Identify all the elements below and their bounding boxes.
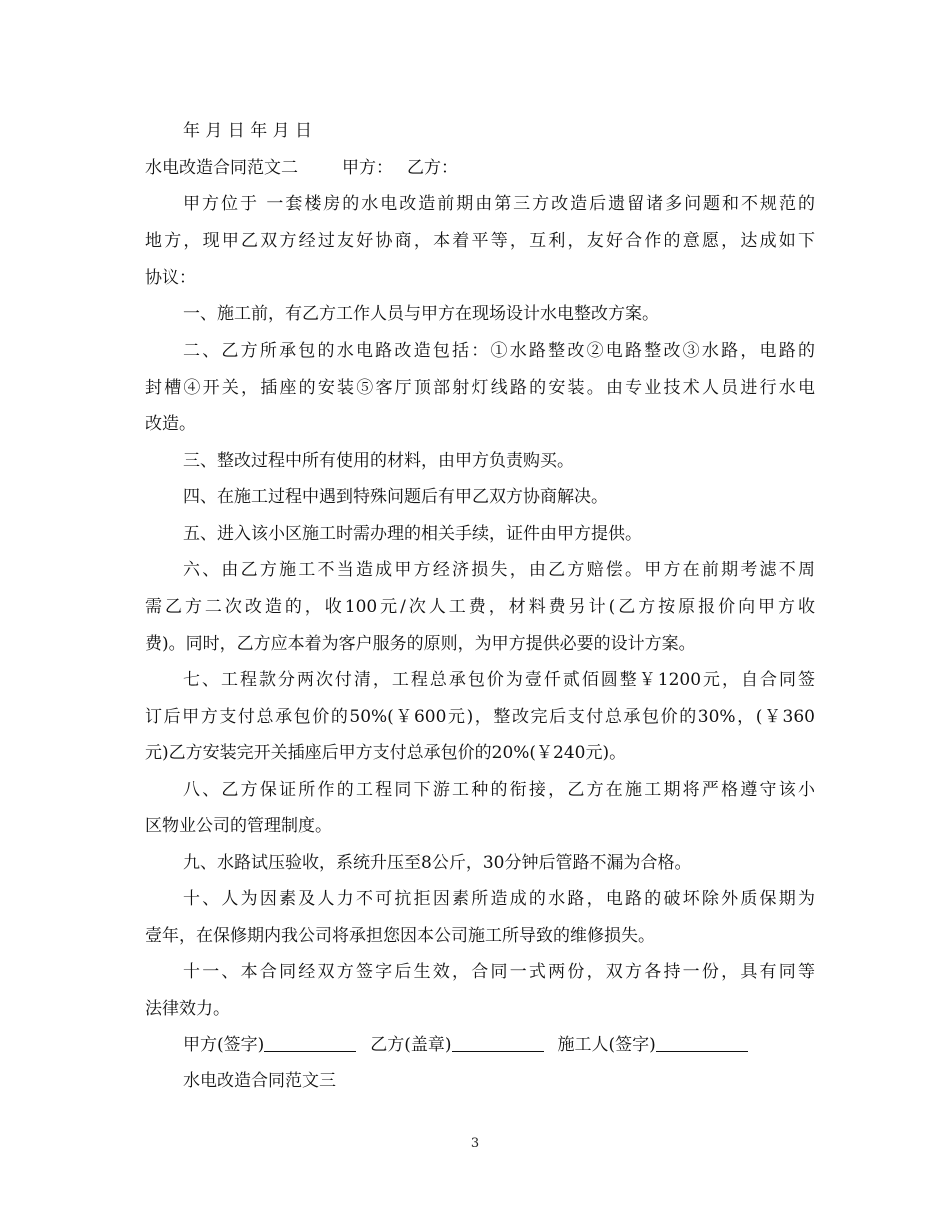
clause-5: 五、进入该小区施工时需办理的相关手续，证件由甲方提供。 xyxy=(183,524,642,544)
party-b-heading: 乙方： xyxy=(407,158,458,178)
builder-signature-label: 施工人(签字) xyxy=(557,1035,656,1055)
signature-line xyxy=(183,1033,815,1057)
clause-3: 三、整改过程中所有使用的材料，由甲方负责购买。 xyxy=(183,451,574,471)
next-section-heading: 水电改造合同范文三 xyxy=(183,1071,336,1091)
clause-9: 九、水路试压验收，系统升压至8公斤，30分钟后管路不漏为合格。 xyxy=(183,853,692,873)
intro-line: 协议： xyxy=(145,268,196,288)
clause-line: 费)。同时，乙方应本着为客户服务的原则，为甲方提供必要的设计方案。 xyxy=(145,634,696,654)
clause-line: 改造。 xyxy=(145,414,196,434)
party-a-signature-label: 甲方(签字) xyxy=(183,1035,265,1055)
clause-line: 十一、本合同经双方签字后生效，合同一式两份，双方各持一份，具有同等 xyxy=(183,962,815,982)
intro-line: 甲方位于 一套楼房的水电改造前期由第三方改造后遗留诸多问题和不规范的 xyxy=(183,194,815,214)
clause-line: 八、乙方保证所作的工程同下游工种的衔接，乙方在施工期将严格遵守该小 xyxy=(183,780,815,800)
date-line: 年 月 日 年 月 日 xyxy=(183,121,313,141)
builder-signature-blank[interactable] xyxy=(656,1035,748,1052)
clause-line: 需乙方二次改造的，收100元/次人工费，材料费另计(乙方按原报价向甲方收 xyxy=(145,597,815,617)
party-b-seal-label: 乙方(盖章) xyxy=(370,1035,452,1055)
party-a-heading: 甲方： xyxy=(342,158,393,178)
clause-line: 区物业公司的管理制度。 xyxy=(145,816,332,836)
party-a-signature-blank[interactable] xyxy=(264,1035,356,1052)
intro-line: 地方，现甲乙双方经过友好协商，本着平等，互利，友好合作的意愿，达成如下 xyxy=(145,231,815,251)
contract-heading xyxy=(145,156,815,180)
clause-line: 七、工程款分两次付清，工程总承包价为壹仟贰佰圆整￥1200元，自合同签 xyxy=(183,670,815,690)
clause-line: 壹年，在保修期内我公司将承担您因本公司施工所导致的维修损失。 xyxy=(145,926,655,946)
clause-line: 六、由乙方施工不当造成甲方经济损失，由乙方赔偿。甲方在前期考滤不周 xyxy=(183,560,815,580)
page-number: 3 xyxy=(470,1136,480,1151)
party-b-seal-blank[interactable] xyxy=(452,1035,544,1052)
clause-1: 一、施工前，有乙方工作人员与甲方在现场设计水电整改方案。 xyxy=(183,304,659,324)
contract-title: 水电改造合同范文二 xyxy=(145,158,298,178)
clause-line: 订后甲方支付总承包价的50%(￥600元)，整改完后支付总承包价的30%，(￥360 xyxy=(145,707,815,727)
clause-line: 十、人为因素及人力不可抗拒因素所造成的水路，电路的破坏除外质保期为 xyxy=(183,889,815,909)
clause-4: 四、在施工过程中遇到特殊问题后有甲乙双方协商解决。 xyxy=(183,487,608,507)
clause-line: 法律效力。 xyxy=(145,999,230,1019)
clause-line: 二、乙方所承包的水电路改造包括：①水路整改②电路整改③水路，电路的 xyxy=(183,341,815,361)
clause-line: 封槽④开关，插座的安装⑤客厅顶部射灯线路的安装。由专业技术人员进行水电 xyxy=(145,378,815,398)
clause-line: 元)乙方安装完开关插座后甲方支付总承包价的20%(￥240元)。 xyxy=(145,743,627,763)
